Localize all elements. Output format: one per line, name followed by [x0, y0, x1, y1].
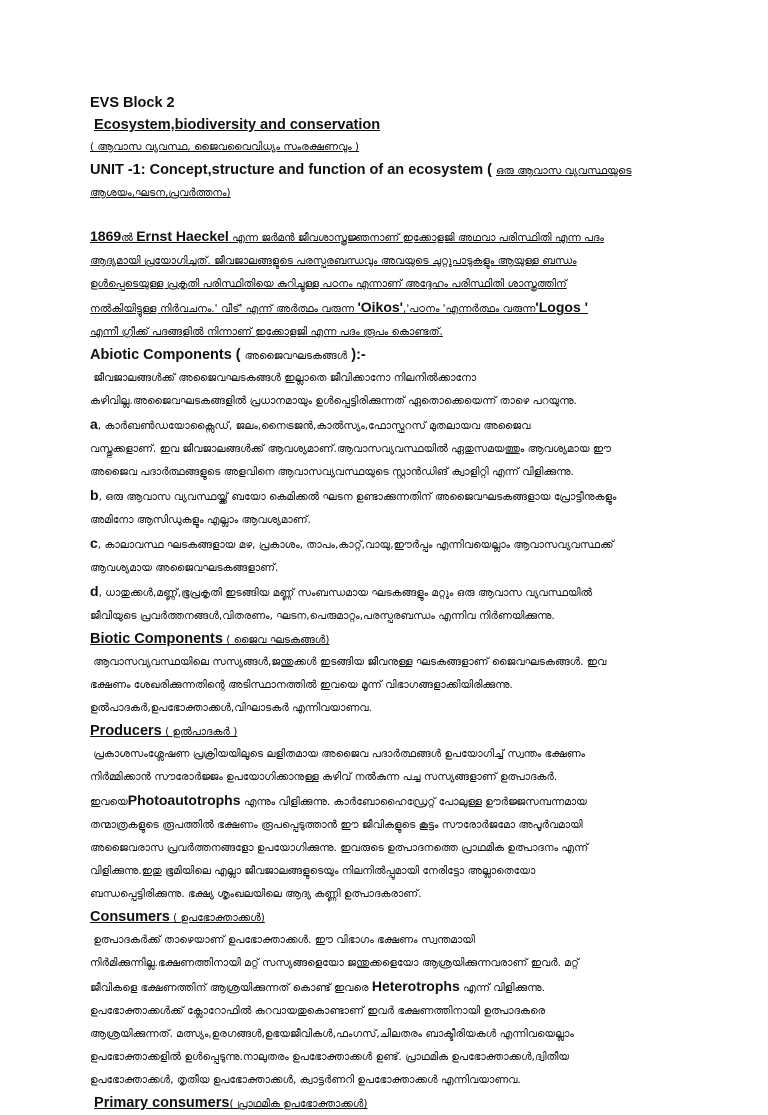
abiotic-c-1: c, കാലാവസ്ഥ ഘടകങ്ങളായ മഴ, പ്രകാശം, താപം,കാറ്റ്,വായു,ഈർപ്പം എന്നിവയെല്ലാം ആവാസവ്യവസ്ഥക്ക് — [90, 535, 614, 551]
doc-subtitle: Ecosystem,biodiversity and conservation — [94, 117, 381, 133]
abiotic-line-1: ജീവജാലങ്ങൾക്ക് അജൈവഘടകങ്ങൾ ഇല്ലാതെ ജീവിക്കാനോ നിലനിൽക്കാനോ — [93, 372, 477, 384]
intro-line-5: എന്നീ ഗ്രീക്ക് പദങ്ങളിൽ നിന്നാണ് ഇക്കോളജി എന്ന പദം രൂപം കൊണ്ടത്. — [90, 326, 443, 338]
producers-heading: Producers ( ഉൽപാദകർ ) — [90, 723, 238, 739]
abiotic-a-3: അജൈവ പദാർത്ഥങ്ങളുടെ അളവിനെ ആവാസവ്യവസ്ഥയുടെ സ്റ്റാൻഡിങ് ക്വാളിറ്റി എന്ന് വിളിക്കുന്നു. — [90, 466, 574, 478]
consumers-line-2: നിർമിക്കുന്നില്ല.ഭക്ഷണത്തിനായി മറ്റ് സസ്യങ്ങളെയോ ജന്തുക്കളെയോ ആശ്രയിക്കുന്നവരാണ് ഇവർ. മറ്റ് — [90, 957, 579, 969]
primary-consumers-heading: Primary consumers( പ്രാഥമിക ഉപഭോക്താക്കൾ) — [94, 1095, 368, 1111]
producers-line-3: ഇവയെPhotoautotrophs എന്നും വിളിക്കുന്നു. കാർബോഹൈഡ്രേറ്റ് പോലുള്ള ഊർജ്ജസമ്പന്നമായ — [90, 792, 587, 808]
consumers-line-5: ആശ്രയിക്കുന്നത്. മത്സ്യം,ഉരഗങ്ങൾ,ഉഭയജീവികൾ,ഫംഗസ്,ചിലതരം ബാക്ടീരിയകൾ എന്നിവയെല്ലാം — [90, 1028, 574, 1040]
doc-title: EVS Block 2 — [90, 95, 175, 111]
abiotic-b-2: അമിനോ ആസിഡുകളും എല്ലാം ആവശ്യമാണ്. — [90, 514, 311, 526]
abiotic-line-2: കഴിവില്ല.അജൈവഘടകങ്ങളിൽ പ്രധാനമായും ഉൾപ്പെട്ടിരിക്കുന്നത് ഏതൊക്കെയെന്ന് താഴെ പറയുന്നു. — [90, 395, 577, 407]
producers-line-1: പ്രകാശസംശ്ലേഷണ പ്രക്രിയയിലൂടെ ലളിതമായ അജൈവ പദാർത്ഥങ്ങൾ ഉപയോഗിച്ച് സ്വന്തം ഭക്ഷണം — [93, 748, 586, 760]
producers-line-7: ബന്ധപ്പെട്ടിരിക്കുന്നു. ഭക്ഷ്യ ശൃംഖലയിലെ ആദ്യ കണ്ണി ഉത്പാദകരാണ്. — [90, 888, 422, 900]
abiotic-a-2: വസ്തുക്കളാണ്. ഇവ ജീവജാലങ്ങൾക്ക് ആവശ്യമാണ്.ആവാസവ്യവസ്ഥയിൽ ഏതുസമയത്തും ആവശ്യമായ ഈ — [90, 443, 612, 455]
producers-line-2: നിർമ്മിക്കാൻ സൗരോർജ്ജം ഉപയോഗിക്കാനുള്ള കഴിവ് നൽകുന്ന പച്ച സസ്യങ്ങളാണ് ഉത്പാദകർ. — [90, 771, 558, 783]
doc-subtitle-malayalam: ( ആവാസ വ്യവസ്ഥ, ജൈവവൈവിധ്യം സംരക്ഷണവും ) — [90, 141, 360, 153]
intro-line-4: നൽകിയിട്ടുള്ള നിർവചനം.' വീട്' എന്ന് അർത്ഥം വരുന്ന 'Oikos','പഠനം 'എന്നർത്ഥം വരുന്ന'Logos ' — [90, 299, 588, 315]
unit-heading: UNIT -1: Concept,structure and function of an ecosystem ( ഒരു ആവാസ വ്യവസ്ഥയുടെ — [90, 162, 632, 178]
consumers-line-6: ഉപഭോക്താക്കളിൽ ഉൾപ്പെടുന്നു.നാലുതരം ഉപഭോക്താക്കൾ ഉണ്ട്. പ്രാഥമിക ഉപഭോക്താക്കൾ,ദ്വിതീയ — [90, 1051, 570, 1063]
abiotic-d-1: d, ധാതുക്കൾ,മണ്ണ്,ഭൂപ്രകൃതി ഇടങ്ങിയ മണ്ണ് സംബന്ധമായ ഘടകങ്ങളും മറ്റും ഒരു ആവാസ വ്യവസ്ഥയിൽ — [90, 583, 593, 599]
biotic-heading: Biotic Components ( ജൈവ ഘടകങ്ങൾ) — [90, 631, 330, 647]
abiotic-c-2: ആവശ്യമായ അജൈവഘടകങ്ങളാണ്. — [90, 562, 279, 574]
intro-line-2: ആദ്യമായി പ്രയോഗിച്ചത്. ജീവജാലങ്ങളുടെ പരസ്പരബന്ധവും അവയുടെ ചുറ്റുപാടുകളും ആയുള്ള ബന്ധം — [90, 255, 577, 267]
biotic-line-2: ഭക്ഷണം ശേഖരിക്കുന്നതിന്റെ അടിസ്ഥാനത്തിൽ ഇവയെ മൂന്ന് വിഭാഗങ്ങളാക്കിയിരിക്കുന്നു. — [90, 679, 513, 691]
consumers-line-3: ജീവികളെ ഭക്ഷണത്തിന് ആശ്രയിക്കുന്നത് കൊണ്ട് ഇവരെ Heterotrophs എന്ന് വിളിക്കുന്നു. — [90, 978, 545, 994]
biotic-line-1: ആവാസവ്യവസ്ഥയിലെ സസ്യങ്ങൾ,ജന്തുക്കൾ ഇടങ്ങിയ ജീവനുള്ള ഘടകങ്ങളാണ് ജൈവഘടകങ്ങൾ. ഇവ — [93, 656, 607, 668]
producers-line-4: തന്മാത്രകളുടെ രൂപത്തിൽ ഭക്ഷണം രൂപപ്പെടുത്താൻ ഈ ജീവികളുടെ കൂട്ടം സൗരോർജമോ അപൂർവമായി — [90, 819, 583, 831]
abiotic-heading: Abiotic Components ( അജൈവഘടകങ്ങൾ ):- — [90, 347, 366, 363]
abiotic-a-1: a, കാർബൺഡയോക്സൈഡ്, ജലം,നൈട്രജൻ,കാൽസ്യം,ഫോസ്ഫറസ് മുതലായവ അജൈവ — [90, 416, 531, 432]
intro-line-1: 1869ൽ Ernst Haeckel എന്ന ജർമൻ ജീവശാസ്ത്രജ്ഞനാണ് ഇക്കോളജി അഥവാ പരിസ്ഥിതി എന്ന പദം — [90, 228, 604, 244]
abiotic-b-1: b, ഒരു ആവാസ വ്യവസ്ഥയ്ക്ക് ബയോ കെമിക്കൽ ഘടന ഉണ്ടാക്കുന്നതിന് അജൈവഘടകങ്ങളായ പ്രോട്ടീനുകളും — [90, 487, 617, 503]
biotic-line-3: ഉൽപാദകർ,ഉപഭോക്താക്കൾ,വിഘാടകർ എന്നിവയാണവ. — [90, 702, 372, 714]
intro-line-3: ഉൾപ്പെടെയുള്ള പ്രകൃതി പരിസ്ഥിതിയെ കുറിച്ചുള്ള പഠനം എന്നാണ് അദ്ദേഹം പരിസ്ഥിതി ശാസ്ത്രത്തിന് — [90, 278, 567, 290]
abiotic-d-2: ജീവിയുടെ പ്രവർത്തനങ്ങൾ,വിതരണം, ഘടന,പെരുമാറ്റം,പരസ്പരബന്ധം എന്നിവ നിർണയിക്കുന്നു. — [90, 610, 555, 622]
producers-line-6: വിളിക്കുന്നു.ഇതു ഭൂമിയിലെ എല്ലാ ജീവജാലങ്ങളുടെയും നിലനിൽപ്പുമായി നേരിട്ടോ അല്ലാതെയോ — [90, 865, 536, 877]
consumers-heading: Consumers ( ഉപഭോക്താക്കൾ) — [90, 909, 265, 925]
consumers-line-4: ഉപഭോക്താക്കൾക്ക് ക്ലോറോഫിൽ കറവായതുകൊണ്ടാണ് ഇവർ ഭക്ഷണത്തിനായി ഉത്പാദകരെ — [90, 1005, 546, 1017]
producers-line-5: അജൈവരാസ പ്രവർത്തനങ്ങളോ ഉപയോഗിക്കുന്നു. ഇവരുടെ ഉത്പാദനത്തെ പ്രാഥമിക ഉത്പാദനം എന്ന് — [90, 842, 589, 854]
consumers-line-7: ഉപഭോക്താക്കൾ, തൃതീയ ഉപഭോക്താക്കൾ, ക്വാട്ടർണറി ഉപഭോക്താക്കൾ എന്നിവയാണവ. — [90, 1074, 521, 1086]
unit-heading-cont: ആശയം,ഘടന,പ്രവർത്തനം) — [90, 187, 231, 199]
consumers-line-1: ഉത്പാദകർക്ക് താഴെയാണ് ഉപഭോക്താക്കൾ. ഈ വിഭാഗം ഭക്ഷണം സ്വന്തമായി — [93, 934, 475, 946]
